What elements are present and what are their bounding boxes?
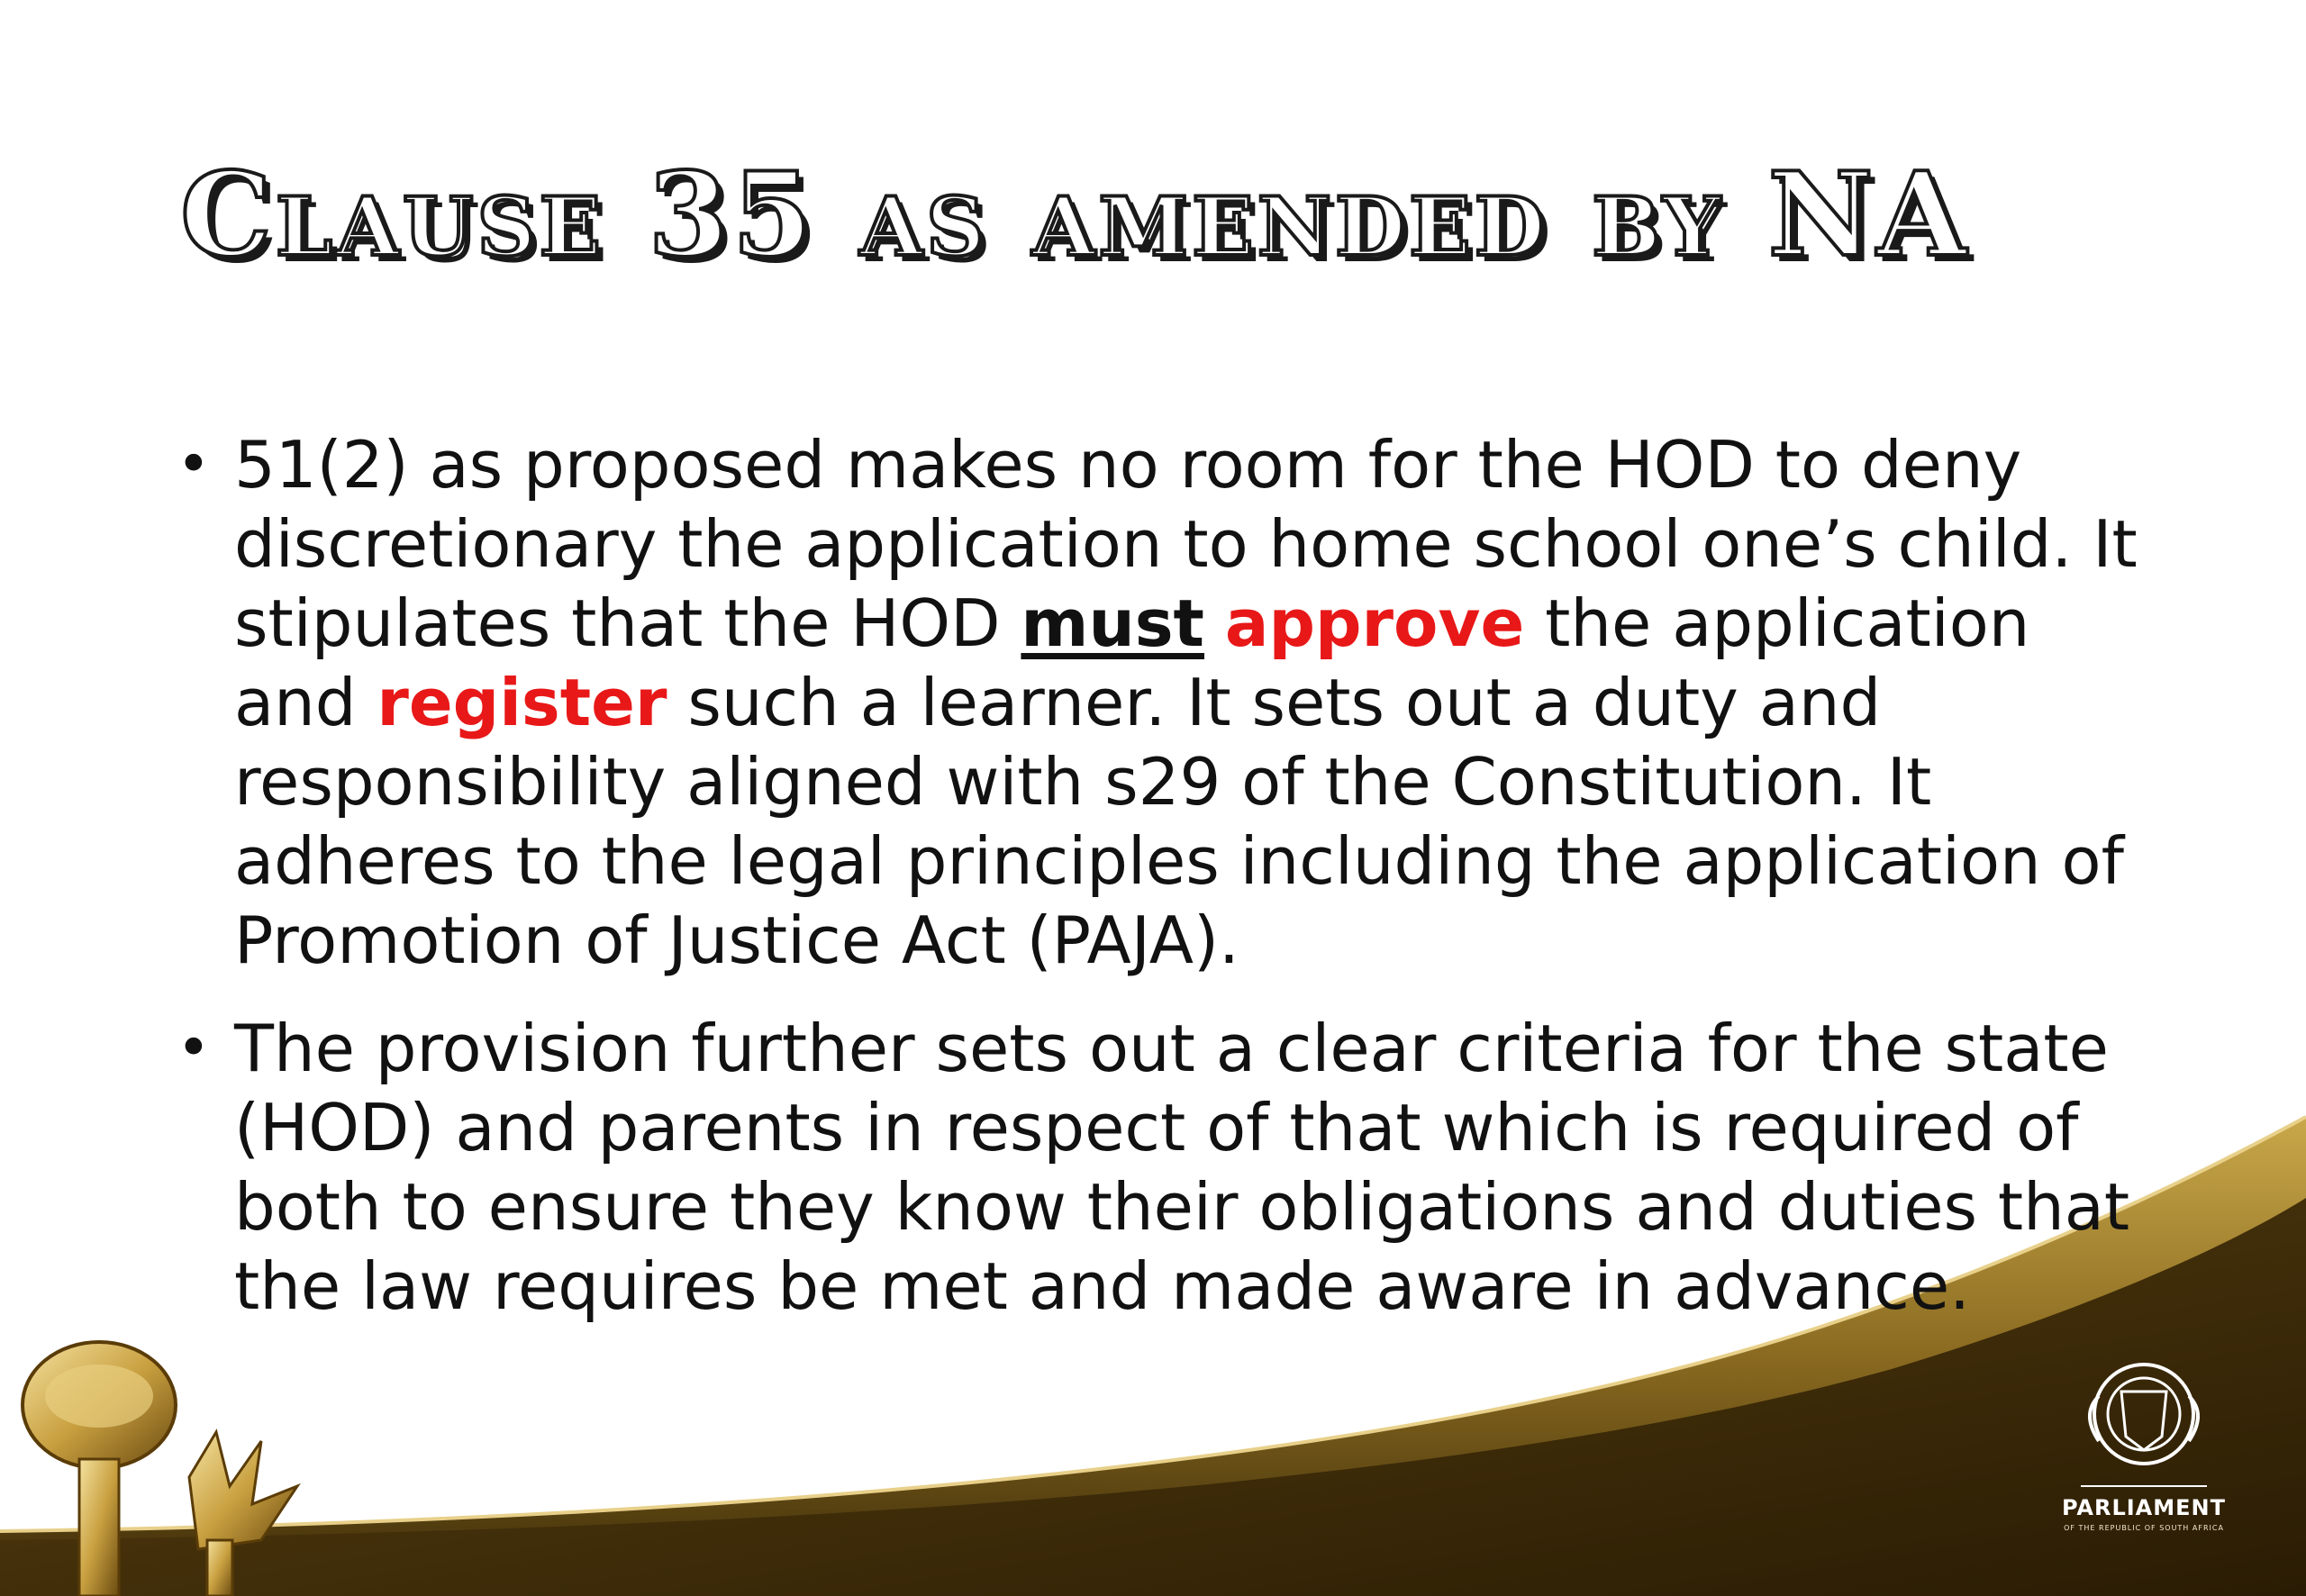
mace-icon — [0, 1333, 360, 1596]
bullet-text-space — [1204, 585, 1225, 661]
bullet-dot: • — [177, 1015, 211, 1082]
bullet-item — [177, 425, 2140, 980]
bullet-text: such a learner. It sets out a duty and responsibility aligned with s29 of the Constitution. It adheres to the legal principles including the application of Promotion of Justice Act (PAJA). — [234, 665, 2124, 978]
emphasis-must: must — [1021, 585, 1204, 661]
bullet-dot: • — [177, 431, 211, 498]
bullet-item — [177, 1009, 2140, 1326]
slide-title: Clause 35 as amended by NA — [180, 148, 1970, 283]
bullet-text: The provision further sets out a clear criteria for the state (HOD) and parents in respect of that which is required of both to ensure they know their obligations and duties that the law requires be met and made aware in advance. — [234, 1011, 2130, 1324]
emphasis-approve: approve — [1224, 585, 1525, 661]
bullet-text: 51(2) as proposed makes no room for the HOD to deny discretionary the application to home school one’s child. It stipulates that the HOD — [234, 427, 2138, 661]
parliament-logo-label: PARLIAMENT — [2062, 1495, 2226, 1520]
bullet-text: the application and — [234, 585, 2030, 740]
emphasis-register: register — [377, 665, 667, 740]
parliament-logo-sub: OF THE REPUBLIC OF SOUTH AFRICA — [2064, 1524, 2224, 1532]
bullet-list — [177, 425, 2140, 1355]
